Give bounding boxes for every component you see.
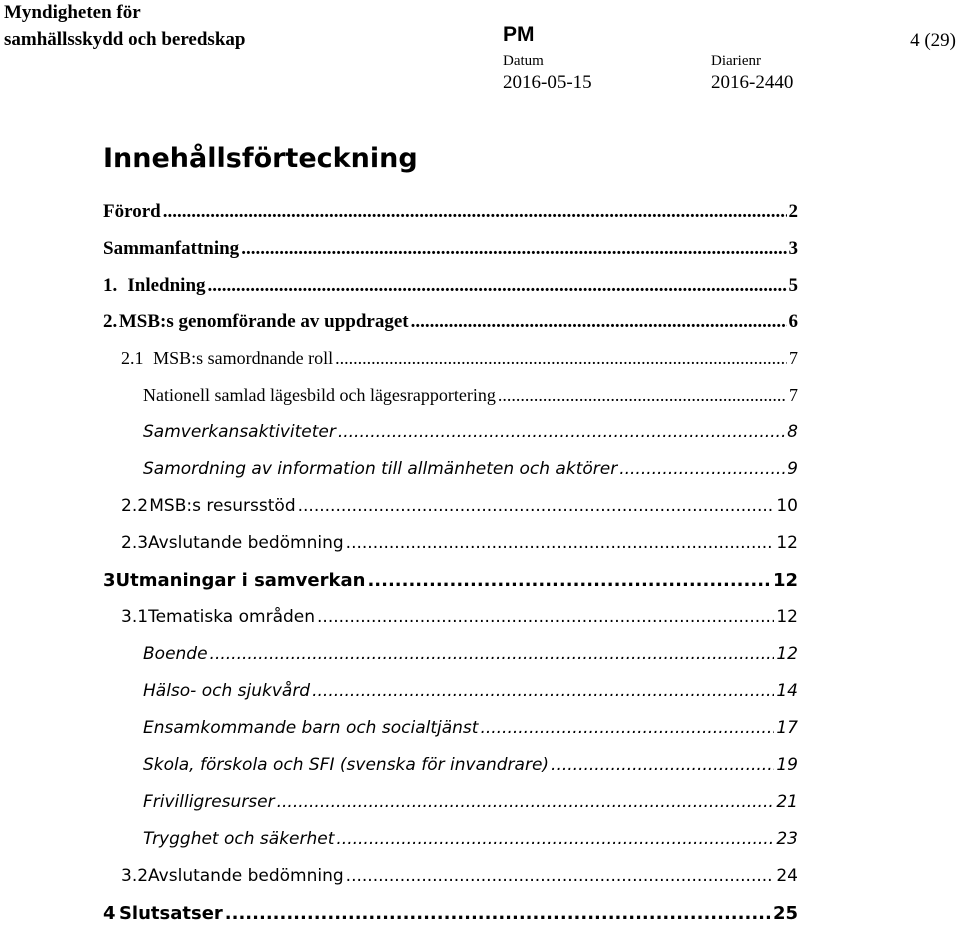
toc-leader-dots: [210, 644, 775, 664]
toc-entry[interactable]: [103, 570, 798, 600]
toc-entry-number: 2.3: [121, 533, 149, 553]
toc-leader-dots: [208, 275, 787, 297]
toc-entry-page: 12: [772, 570, 798, 591]
diarienr-value: 2016-2440: [711, 72, 794, 93]
datum-label: Datum: [503, 53, 544, 69]
toc-entry-page: 12: [776, 533, 798, 553]
toc-entry-page: 3: [788, 238, 798, 259]
toc-entry-page: 25: [772, 903, 798, 924]
toc-entry-label: Avslutande bedömning: [148, 533, 344, 553]
toc-entry-page: 14: [776, 681, 798, 701]
toc-leader-dots: [346, 533, 775, 553]
toc-entry[interactable]: [143, 755, 798, 785]
toc-entry[interactable]: [103, 201, 798, 231]
toc-entry-page: 7: [789, 385, 798, 405]
toc-leader-dots: [163, 201, 787, 223]
toc-entry-page: 23: [776, 829, 798, 849]
toc-entry-label: MSB:s samordnande roll: [153, 348, 334, 368]
toc-entry-number: 3.1: [121, 607, 149, 627]
toc-entry[interactable]: [143, 681, 798, 711]
toc-entry[interactable]: [143, 829, 798, 859]
document-type: PM: [503, 23, 535, 46]
toc-entry-number: 3: [103, 570, 116, 591]
toc-entry-number: 1.: [103, 275, 118, 296]
page-number: 4 (29): [910, 30, 956, 51]
toc-entry-label: Förord: [103, 201, 161, 222]
toc-leader-dots: [335, 348, 787, 369]
toc-leader-dots: [317, 607, 774, 627]
toc-entry-page: 8: [787, 422, 798, 442]
toc-leader-dots: [367, 570, 771, 591]
toc-leader-dots: [480, 718, 774, 738]
toc-entry[interactable]: [143, 792, 798, 822]
toc-entry-page: 21: [776, 792, 798, 812]
toc-entry-label: Tematiska områden: [148, 607, 316, 627]
toc-entry[interactable]: [103, 903, 798, 933]
toc-entry-label: MSB:s resursstöd: [149, 496, 296, 516]
toc-entry-number: 3.2: [121, 866, 149, 886]
toc-entry-label: Slutsatser: [118, 903, 223, 924]
toc-entry-label: Frivilligresurser: [143, 792, 275, 812]
toc-entry[interactable]: [121, 348, 798, 378]
toc-leader-dots: [498, 385, 787, 406]
toc-leader-dots: [225, 903, 771, 924]
toc-leader-dots: [241, 238, 786, 260]
toc-entry-label: Samverkansaktiviteter: [143, 422, 336, 442]
toc-entry-number: 2.2: [121, 496, 149, 516]
toc-entry-label: Samordning av information till allmänheten och aktörer: [143, 459, 618, 479]
toc-entry[interactable]: [103, 311, 798, 341]
toc-entry-label: Nationell samlad lägesbild och lägesrapportering: [143, 385, 496, 405]
diarienr-label: Diarienr: [711, 53, 761, 69]
toc-leader-dots: [346, 866, 775, 886]
toc-entry-label: Sammanfattning: [103, 238, 240, 259]
organization-name-line1: Myndigheten för: [4, 2, 141, 23]
toc-entry-page: 17: [776, 718, 798, 738]
datum-value: 2016-05-15: [503, 72, 592, 93]
toc-entry-number: 4: [103, 903, 116, 924]
toc-entry-page: 9: [787, 459, 798, 479]
toc-entry-label: Utmaningar i samverkan: [115, 570, 366, 591]
toc-entry-label: Avslutande bedömning: [148, 866, 344, 886]
toc-entry-page: 24: [776, 866, 798, 886]
toc-entry-page: 12: [776, 607, 798, 627]
toc-leader-dots: [411, 311, 787, 333]
toc-entry-page: 19: [776, 755, 798, 775]
toc-entry[interactable]: [143, 644, 798, 674]
toc-leader-dots: [312, 681, 774, 701]
toc-title: Innehållsförteckning: [103, 143, 418, 174]
toc-entry-page: 7: [789, 348, 798, 368]
toc-entry[interactable]: [121, 607, 798, 637]
toc-leader-dots: [338, 422, 785, 442]
toc-entry-label: Inledning: [127, 275, 206, 296]
toc-entry-label: Ensamkommande barn och socialtjänst: [143, 718, 479, 738]
toc-entry[interactable]: [143, 459, 798, 489]
toc-leader-dots: [336, 829, 774, 849]
toc-entry[interactable]: [143, 718, 798, 748]
toc-entry-page: 10: [776, 496, 798, 516]
toc-entry-label: Skola, förskola och SFI (svenska för invandrare): [143, 755, 550, 775]
toc-entry[interactable]: [103, 275, 798, 305]
toc-entry-page: 6: [788, 311, 798, 332]
toc-entry[interactable]: [121, 496, 798, 526]
toc-entry-label: Trygghet och säkerhet: [143, 829, 335, 849]
toc-entry[interactable]: [143, 385, 798, 415]
toc-leader-dots: [277, 792, 775, 812]
toc-entry-number: 2.1: [121, 348, 144, 368]
toc-entry-number: 2.: [103, 311, 118, 332]
toc-entry[interactable]: [103, 238, 798, 268]
toc-entry[interactable]: [121, 533, 798, 563]
toc-entry-label: Hälso- och sjukvård: [143, 681, 311, 701]
toc-entry-label: MSB:s genomförande av uppdraget: [118, 311, 409, 332]
toc-entry[interactable]: [143, 422, 798, 452]
toc-entry-page: 12: [776, 644, 798, 664]
toc-leader-dots: [551, 755, 774, 775]
toc-entry-page: 2: [788, 201, 798, 222]
toc-entry[interactable]: [121, 866, 798, 896]
toc-leader-dots: [619, 459, 785, 479]
organization-name-line2: samhällsskydd och beredskap: [4, 29, 246, 50]
toc-entry-label: Boende: [143, 644, 208, 664]
toc-leader-dots: [298, 496, 775, 516]
toc-entry-page: 5: [788, 275, 798, 296]
